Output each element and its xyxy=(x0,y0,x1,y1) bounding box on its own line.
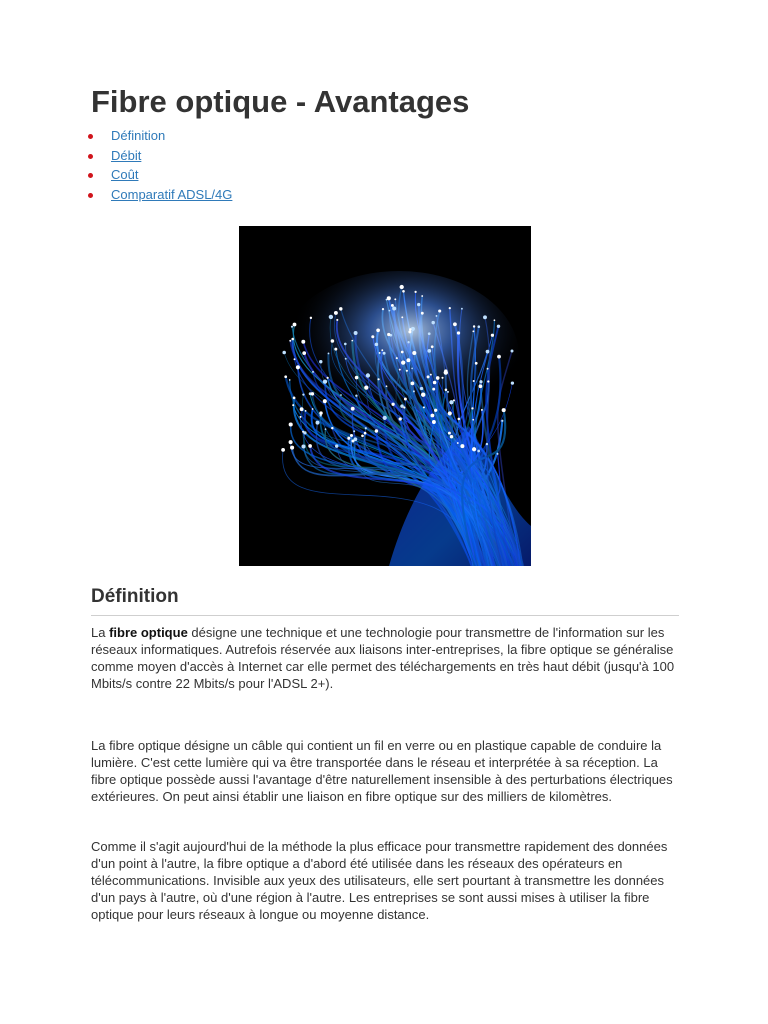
fiber-tip xyxy=(354,331,358,335)
paragraph-body-text: désigne une technique et une technologie pour transmettre de l'information sur les réseaux informatiques. Autrefois réservée aux liaisons inter-entreprises, la fibre optique se généralise comme moyen d'accès à Internet car elle permet des téléchargements en très haut débit (jusqu'à 100 Mbits/s contre 22 Mbits/s pour l'ADSL 2+). xyxy=(91,625,675,691)
fiber-tip xyxy=(487,380,489,382)
fiber-tip xyxy=(376,328,380,332)
fiber-tip xyxy=(331,427,333,429)
fiber-tip xyxy=(364,432,367,435)
fiber-tip xyxy=(399,369,401,371)
fiber-tip xyxy=(294,358,296,360)
fiber-tip xyxy=(292,404,294,406)
fiber-tip xyxy=(301,444,305,448)
fiber-tip xyxy=(394,298,396,300)
fiber-tip xyxy=(406,370,408,372)
fiber-tip xyxy=(447,391,449,393)
fiber-tip xyxy=(364,385,368,389)
fiber-tip xyxy=(312,408,314,410)
fiber-tip xyxy=(457,442,459,444)
fiber-tip xyxy=(411,382,415,386)
toc-link-definition[interactable]: Définition xyxy=(111,128,166,143)
fiber-tip xyxy=(281,448,285,452)
fiber-tip xyxy=(371,335,374,338)
fiber-tip xyxy=(347,437,350,440)
fiber-tip xyxy=(448,411,452,415)
fiber-tip xyxy=(399,417,402,420)
fiber-tip xyxy=(392,306,396,310)
fiber-tip xyxy=(445,389,448,392)
fiber-tip xyxy=(487,368,489,370)
fiber-tip xyxy=(325,428,327,430)
toc-item-cout xyxy=(91,165,232,185)
fiber-tip xyxy=(290,446,294,450)
fiber-tip xyxy=(483,315,487,319)
fiber-tip xyxy=(481,409,483,411)
fiber-tip xyxy=(414,291,416,293)
fiber-tip xyxy=(316,421,320,425)
fiber-tip xyxy=(449,307,451,309)
fiber-tip xyxy=(479,380,482,383)
paragraph-lead-text: La xyxy=(91,625,110,640)
fiber-tip xyxy=(471,407,473,409)
light-glow xyxy=(279,271,519,441)
fiber-tip xyxy=(460,444,464,448)
fiber-tip xyxy=(411,368,413,370)
fiber-tip xyxy=(289,422,293,426)
fiber-tip xyxy=(291,338,294,341)
fiber-tip xyxy=(375,343,379,347)
fiber-tip xyxy=(375,429,378,432)
fiber-tip xyxy=(486,350,490,354)
fiber-tip xyxy=(449,400,453,404)
fiber-tip xyxy=(475,362,478,365)
fiber-tip xyxy=(291,326,293,328)
fiber-tip xyxy=(331,339,335,343)
toc-link-cout[interactable]: Coût xyxy=(111,167,139,183)
section-divider xyxy=(91,615,679,616)
fiber-optic-photo xyxy=(239,226,531,566)
fiber-tip xyxy=(300,407,304,411)
fiber-tip xyxy=(350,434,353,437)
fiber-tip xyxy=(345,358,347,360)
fiber-tip xyxy=(413,390,415,392)
fiber-tip xyxy=(387,333,390,336)
fiber-tip xyxy=(457,331,460,334)
fiber-tip xyxy=(310,317,312,319)
fiber-tip xyxy=(421,295,423,297)
fiber-tip xyxy=(335,444,338,447)
fiber-tip xyxy=(472,447,476,451)
bold-term: fibre optique xyxy=(109,625,188,640)
fiber-tip xyxy=(403,406,405,408)
fiber-tip xyxy=(497,355,501,359)
fiber-tip xyxy=(421,393,425,397)
bullet-icon xyxy=(88,154,93,159)
fiber-tip xyxy=(432,388,435,391)
fiber-tip xyxy=(401,316,403,318)
fiber-tip xyxy=(305,410,307,412)
fiber-tip xyxy=(355,376,359,380)
fiber-tip xyxy=(381,349,383,351)
fiber-tip xyxy=(289,440,293,444)
bullet-icon xyxy=(88,134,93,139)
fiber-tip xyxy=(382,308,384,310)
fiber-tip xyxy=(431,345,434,348)
fiber-tip xyxy=(430,414,434,418)
table-of-contents xyxy=(91,126,232,205)
page-title: Fibre optique - Avantages xyxy=(91,84,470,119)
fiber-tip xyxy=(401,360,405,364)
fiber-tip xyxy=(473,380,475,382)
fiber-tip xyxy=(400,285,404,289)
fiber-tip xyxy=(379,352,381,354)
fiber-tip xyxy=(354,437,358,441)
fiber-tip xyxy=(301,340,305,344)
fiber-tip xyxy=(473,325,475,327)
fiber-tip xyxy=(293,397,296,400)
fiber-tip xyxy=(328,352,330,354)
fiber-tip xyxy=(336,319,338,321)
fiber-tip xyxy=(289,340,291,342)
paragraph-definition-3: Comme il s'agit aujourd'hui de la méthode la plus efficace pour transmettre rapidement des données d'un point à l'autre, la fibre optique a d'abord été utilisée dans les réseaux des opérateurs en télécommunications. Invisible aux yeux des utilisateurs, elle sert pourtant à transmettre les données d'un pays à l'autre, où d'une région à l'autre. Les entreprises se sont aussi mises à utiliser la fibre optique pour leurs réseaux à longue ou moyenne distance. xyxy=(91,839,668,922)
fiber-tip xyxy=(409,328,411,330)
fiber-tip xyxy=(339,307,342,310)
bullet-icon xyxy=(88,173,93,178)
fiber-tip xyxy=(323,379,327,383)
fiber-tip xyxy=(421,312,424,315)
fiber-tip xyxy=(428,332,431,335)
fiber-tip xyxy=(284,375,287,378)
fiber-tip xyxy=(355,394,357,396)
fiber-tip xyxy=(438,309,441,312)
fiber-tip xyxy=(312,371,314,373)
fiber-tip xyxy=(461,308,463,310)
bullet-icon xyxy=(88,193,93,198)
paragraph-definition-2: La fibre optique désigne un câble qui contient un fil en verre ou en plastique capable de conduire la lumière. C'est cette lumière qui va être transportée dans le réseau et interprétée à sa réception. La fibre optique possède aussi l'avantage d'être naturellement insensible à des perturbations électriques extérieures. On peut ainsi établir une liaison en fibre optique sur des milliers de kilomètres. xyxy=(91,738,673,804)
fiber-tip xyxy=(432,420,436,424)
fiber-tip xyxy=(329,315,333,319)
fiber-tip xyxy=(319,360,322,363)
fiber-tip xyxy=(302,393,304,395)
fiber-tip xyxy=(319,411,322,414)
toc-item-definition xyxy=(91,126,232,146)
fiber-tip xyxy=(383,352,386,355)
fiber-tip xyxy=(427,349,431,353)
fiber-tip xyxy=(494,319,496,321)
fiber-tip xyxy=(450,435,453,438)
fiber-tip xyxy=(365,427,367,429)
fiber-tip xyxy=(472,330,474,332)
fiber-tip xyxy=(401,351,404,354)
fiber-tip xyxy=(386,385,388,387)
fiber-tip xyxy=(391,403,394,406)
fiber-tip xyxy=(327,377,329,379)
fiber-tip xyxy=(396,357,398,359)
fiber-tip xyxy=(502,408,506,412)
toc-link-debit[interactable]: Débit xyxy=(111,147,142,163)
fiber-tip xyxy=(444,370,448,374)
fiber-tip xyxy=(407,341,409,343)
fiber-tip xyxy=(411,327,415,331)
fiber-tip xyxy=(340,394,342,396)
fiber-tip xyxy=(282,351,286,355)
fiber-tip xyxy=(387,296,391,300)
fiber-tip xyxy=(353,430,355,432)
fiber-tip xyxy=(427,375,430,378)
fiber-tip xyxy=(311,392,314,395)
fiber-tip xyxy=(366,373,370,377)
fiber-tip xyxy=(383,416,387,420)
fiber-tip xyxy=(302,431,304,433)
fiber-tip xyxy=(404,398,407,401)
fiber-tip xyxy=(423,406,425,408)
fiber-tip xyxy=(417,303,420,306)
fiber-tip xyxy=(302,351,306,355)
fiber-tip xyxy=(334,348,337,351)
fiber-tip xyxy=(453,322,457,326)
fiber-tip xyxy=(296,365,300,369)
fiber-tip xyxy=(308,444,312,448)
fiber-tip xyxy=(351,407,355,411)
fiber-tip xyxy=(344,343,347,346)
fiber-tip xyxy=(434,409,437,412)
fiber-tip xyxy=(433,381,437,385)
paragraph-definition-1 xyxy=(91,625,679,693)
fiber-tip xyxy=(289,379,291,381)
fiber-tip xyxy=(406,358,410,362)
fiber-tip xyxy=(430,374,432,376)
fiber-tip xyxy=(497,453,499,455)
toc-item-comparatif xyxy=(91,185,232,205)
fiber-tip xyxy=(511,350,514,353)
fiber-tip xyxy=(420,387,423,390)
fiber-tip xyxy=(477,325,480,328)
fiber-tip xyxy=(293,323,297,327)
fiber-tip xyxy=(458,418,461,421)
fiber-tip xyxy=(441,377,443,379)
fiber-tip xyxy=(323,399,327,403)
fiber-tip xyxy=(299,416,301,418)
fiber-optic-illustration xyxy=(239,226,531,566)
fiber-tip xyxy=(448,432,451,435)
fiber-tip xyxy=(389,310,391,312)
fiber-tip xyxy=(479,384,483,388)
toc-item-debit xyxy=(91,146,232,166)
fiber-tip xyxy=(511,381,514,384)
fiber-tip xyxy=(391,304,394,307)
section-heading-definition: Définition xyxy=(91,586,179,607)
fiber-tip xyxy=(402,290,405,293)
fiber-tip xyxy=(378,378,380,380)
fiber-tip xyxy=(477,450,480,453)
fiber-tip xyxy=(486,443,488,445)
fiber-tip xyxy=(436,315,438,317)
fiber-tip xyxy=(491,334,494,337)
fiber-tip xyxy=(351,340,353,342)
fiber-tip xyxy=(361,434,364,437)
fiber-tip xyxy=(497,325,500,328)
fiber-tip xyxy=(334,311,338,315)
fiber-tip xyxy=(431,321,434,324)
fiber-tip xyxy=(436,376,440,380)
toc-link-comparatif[interactable]: Comparatif ADSL/4G xyxy=(111,187,233,203)
fiber-tip xyxy=(501,420,503,422)
fiber-tip xyxy=(412,351,416,355)
fiber-tip xyxy=(408,330,411,333)
fiber-tip xyxy=(472,419,474,421)
